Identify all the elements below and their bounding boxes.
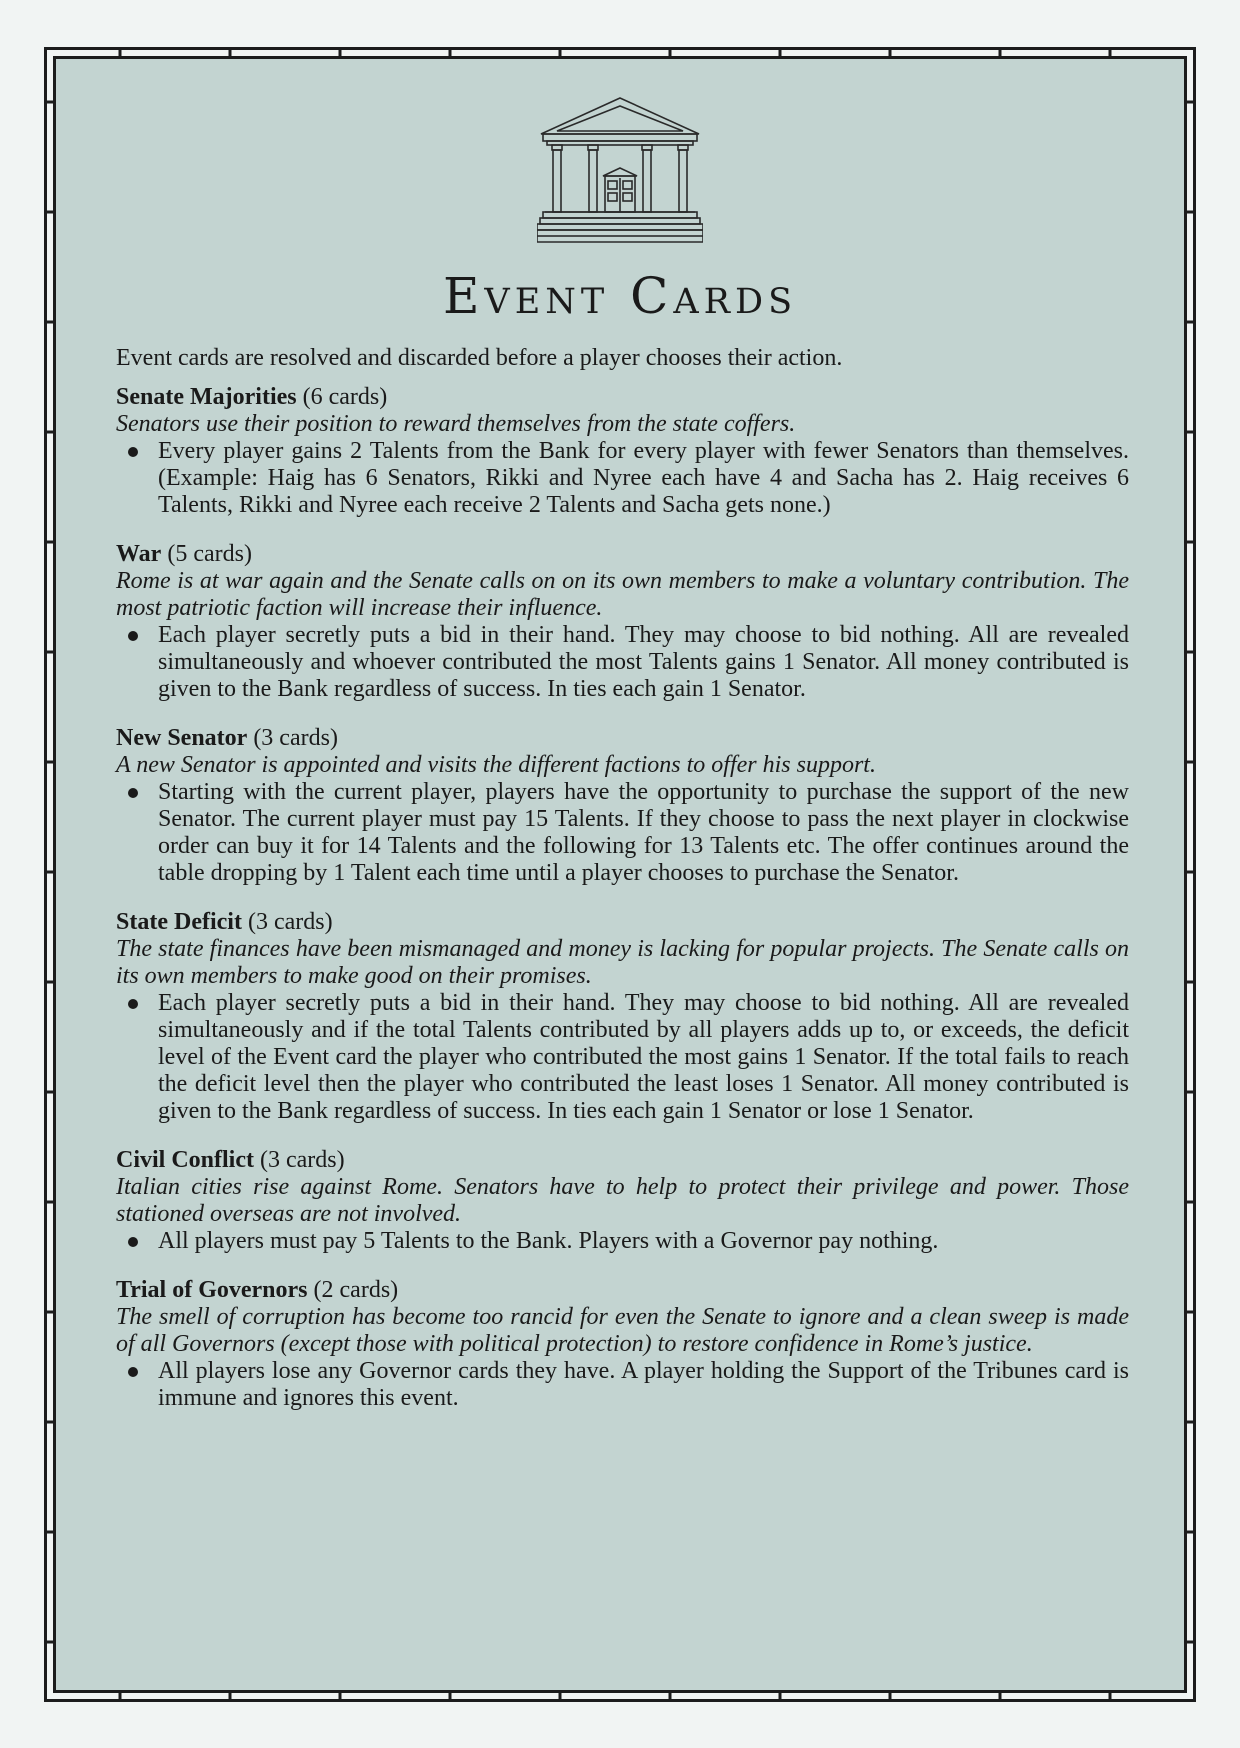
event-count: (3 cards) xyxy=(253,725,338,751)
event-count: (6 cards) xyxy=(302,384,388,410)
event-flavor: Rome is at war again and the Senate calls on on its own members to make a voluntary contribution. The most patriotic faction will increase their influence. xyxy=(116,568,1129,621)
event-name: Civil Conflict xyxy=(116,1147,254,1173)
event-rule: All players must pay 5 Talents to the Bank. Players with a Governor pay nothing. xyxy=(116,1228,1129,1255)
event-rule: Each player secretly puts a bid in their hand. They may choose to bid nothing. All are revealed simultaneously and if the total Talents contributed by all players adds up to, or exceeds, the deficit level of the Event card the player who contributed the most gains 1 Senator. If the total fails to reach the deficit level then the player who contributed the least loses 1 Senator. All money contributed is given to the Bank regardless of success. In ties each gain 1 Senator or lose 1 Senator. xyxy=(116,990,1129,1125)
event-rule: All players lose any Governor cards they have. A player holding the Support of the Tribunes card is immune and ignores this event. xyxy=(116,1358,1129,1412)
event-count: (2 cards) xyxy=(313,1277,399,1303)
event-trial-of-governors xyxy=(116,1277,1129,1412)
event-rules xyxy=(116,622,1129,703)
event-rules xyxy=(116,779,1129,887)
event-heading xyxy=(116,1147,1129,1174)
event-rules xyxy=(116,1358,1129,1412)
event-flavor: Italian cities rise against Rome. Senators have to help to protect their privilege and power. Those stationed overseas are not involved. xyxy=(116,1174,1129,1227)
event-heading xyxy=(116,384,1129,411)
event-senate-majorities xyxy=(116,384,1129,519)
event-rule: Every player gains 2 Talents from the Bank for every player with fewer Senators than themselves. (Example: Haig has 6 Senators, Rikki and Nyree each have 4 and Sacha has 2. Haig receives 6 Talents, Rikki and Nyree each receive 2 Talents and Sacha gets none.) xyxy=(116,438,1129,519)
event-rule: Each player secretly puts a bid in their hand. They may choose to bid nothing. All are revealed simultaneously and whoever contributed the most Talents gains 1 Senator. All money contributed is given to the Bank regardless of success. In ties each gain 1 Senator. xyxy=(116,622,1129,703)
event-new-senator xyxy=(116,725,1129,887)
event-name: New Senator xyxy=(116,725,248,751)
event-flavor: The state finances have been mismanaged and money is lacking for popular projects. The Senate calls on its own members to make good on their promises. xyxy=(116,936,1129,989)
event-name: Senate Majorities xyxy=(116,384,297,410)
event-state-deficit xyxy=(116,909,1129,1125)
event-flavor: A new Senator is appointed and visits the different factions to offer his support. xyxy=(116,752,876,778)
temple-icon xyxy=(537,96,703,248)
event-name: State Deficit xyxy=(116,909,242,935)
event-flavor: The smell of corruption has become too rancid for even the Senate to ignore and a clean sweep is made of all Governors (except those with political protection) to restore confidence in Rome’s justice. xyxy=(116,1304,1129,1357)
event-count: (3 cards) xyxy=(247,909,333,935)
intro-text: Event cards are resolved and discarded before a player chooses their action. xyxy=(116,345,843,371)
event-civil-conflict xyxy=(116,1147,1129,1255)
event-heading xyxy=(116,1277,1129,1304)
event-rules xyxy=(116,438,1129,519)
page-title: Event Cards xyxy=(442,267,798,325)
event-count: (3 cards) xyxy=(260,1147,345,1173)
event-name: Trial of Governors xyxy=(116,1277,308,1303)
event-name: War xyxy=(116,541,162,567)
event-war xyxy=(116,541,1129,703)
event-flavor: Senators use their position to reward themselves from the state coffers. xyxy=(116,411,796,437)
event-rules xyxy=(116,1228,1129,1255)
event-rules xyxy=(116,990,1129,1125)
event-rule: Starting with the current player, players have the opportunity to purchase the support of the new Senator. The current player must pay 15 Talents. If they choose to pass the next player in clockwise order can buy it for 14 Talents and the following for 13 Talents etc. The offer continues around the table dropping by 1 Talent each time until a player chooses to purchase the Senator. xyxy=(116,779,1129,887)
event-heading xyxy=(116,909,1129,936)
event-list xyxy=(116,345,1129,1434)
event-heading xyxy=(116,541,1129,568)
event-heading xyxy=(116,725,1129,752)
event-count: (5 cards) xyxy=(167,541,252,567)
